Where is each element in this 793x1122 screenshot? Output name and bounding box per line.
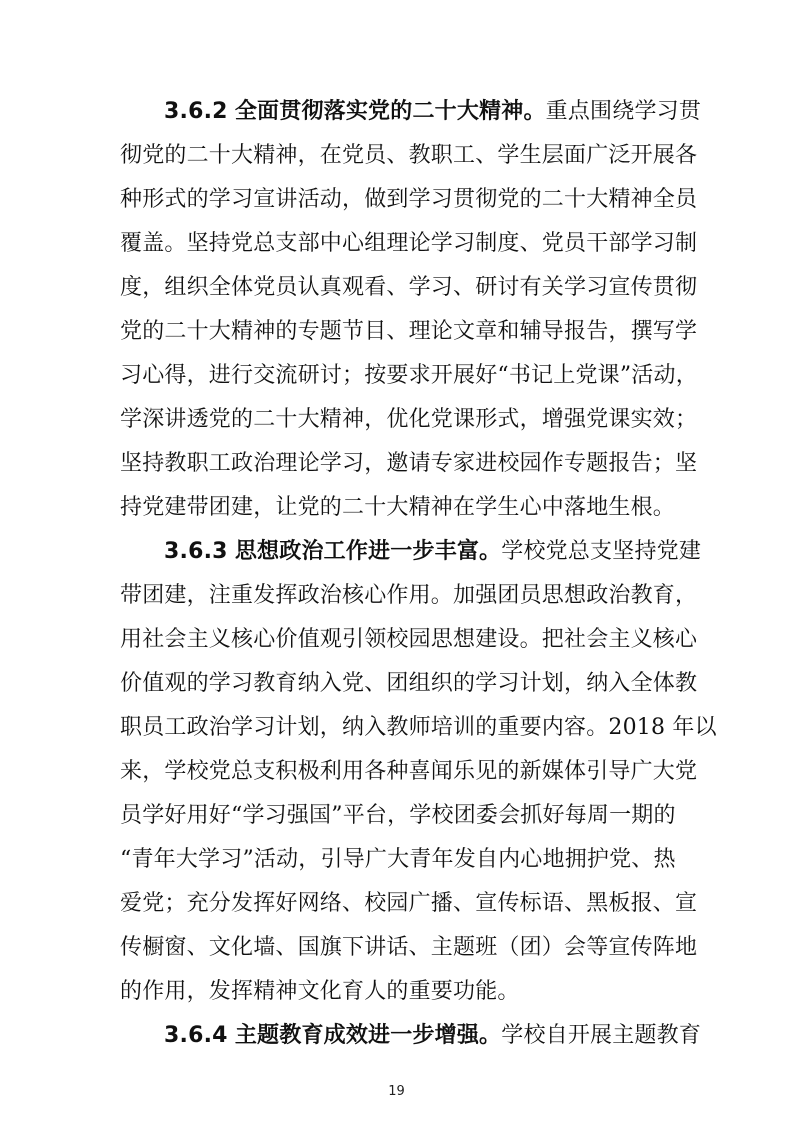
section-3-6-2-first-line	[164, 96, 701, 128]
paragraph-line: 员学好用好“学习强国”平台，学校团委会抓好每周一期的	[120, 803, 676, 828]
paragraph-line: 用社会主义核心价值观引领校园思想建设。把社会主义核心	[120, 627, 698, 652]
paragraph-line: 持党建带团建，让党的二十大精神在学生心中落地生根。	[120, 495, 676, 520]
paragraph-line: 种形式的学习宣讲活动，做到学习贯彻党的二十大精神全员	[120, 187, 698, 212]
paragraph-line: 学校党总支坚持党建	[501, 539, 702, 564]
paragraph-line: 带团建，注重发挥政治核心作用。加强团员思想政治教育，	[120, 583, 698, 608]
paragraph-line: 爱党；充分发挥好网络、校园广播、宣传标语、黑板报、宣	[120, 891, 698, 916]
paragraph-line: 价值观的学习教育纳入党、团组织的学习计划，纳入全体教	[120, 671, 698, 696]
paragraph-line: 职员工政治学习计划，纳入教师培训的重要内容。2018 年以	[120, 715, 717, 740]
paragraph-line: 彻党的二十大精神，在党员、教职工、学生层面广泛开展各	[120, 143, 698, 168]
section-heading: 主题教育成效进一步增强。	[234, 1023, 502, 1048]
paragraph-line: 来，学校党总支积极利用各种喜闻乐见的新媒体引导广大党	[120, 759, 698, 784]
paragraph-line: 党的二十大精神的专题节目、理论文章和辅导报告，撰写学	[120, 319, 698, 344]
section-heading: 思想政治工作进一步丰富。	[234, 539, 502, 564]
section-number: 3.6.2	[164, 99, 228, 124]
page-number: 19	[388, 1084, 405, 1099]
paragraph-line: 学深讲透党的二十大精神，优化党课形式，增强党课实效；	[120, 407, 698, 432]
paragraph-line: 重点围绕学习贯	[545, 99, 702, 124]
paragraph-line: 坚持教职工政治理论学习，邀请专家进校园作专题报告；坚	[120, 451, 698, 476]
paragraph-line: 学校自开展主题教育	[501, 1023, 702, 1048]
paragraph-line: “青年大学习”活动，引导广大青年发自内心地拥护党、热	[120, 847, 676, 872]
section-3-6-4-first-line	[164, 1020, 701, 1052]
paragraph-line: 度，组织全体党员认真观看、学习、研讨有关学习宣传贯彻	[120, 275, 698, 300]
section-heading: 全面贯彻落实党的二十大精神。	[234, 99, 546, 124]
paragraph-line: 的作用，发挥精神文化育人的重要功能。	[120, 979, 520, 1004]
paragraph-line: 习心得，进行交流研讨；按要求开展好“书记上党课”活动，	[120, 363, 698, 388]
section-number: 3.6.4	[164, 1023, 228, 1048]
section-number: 3.6.3	[164, 539, 228, 564]
paragraph-line: 覆盖。坚持党总支部中心组理论学习制度、党员干部学习制	[120, 231, 698, 256]
section-3-6-3-first-line	[164, 536, 701, 568]
paragraph-line: 传橱窗、文化墙、国旗下讲话、主题班（团）会等宣传阵地	[120, 935, 698, 960]
